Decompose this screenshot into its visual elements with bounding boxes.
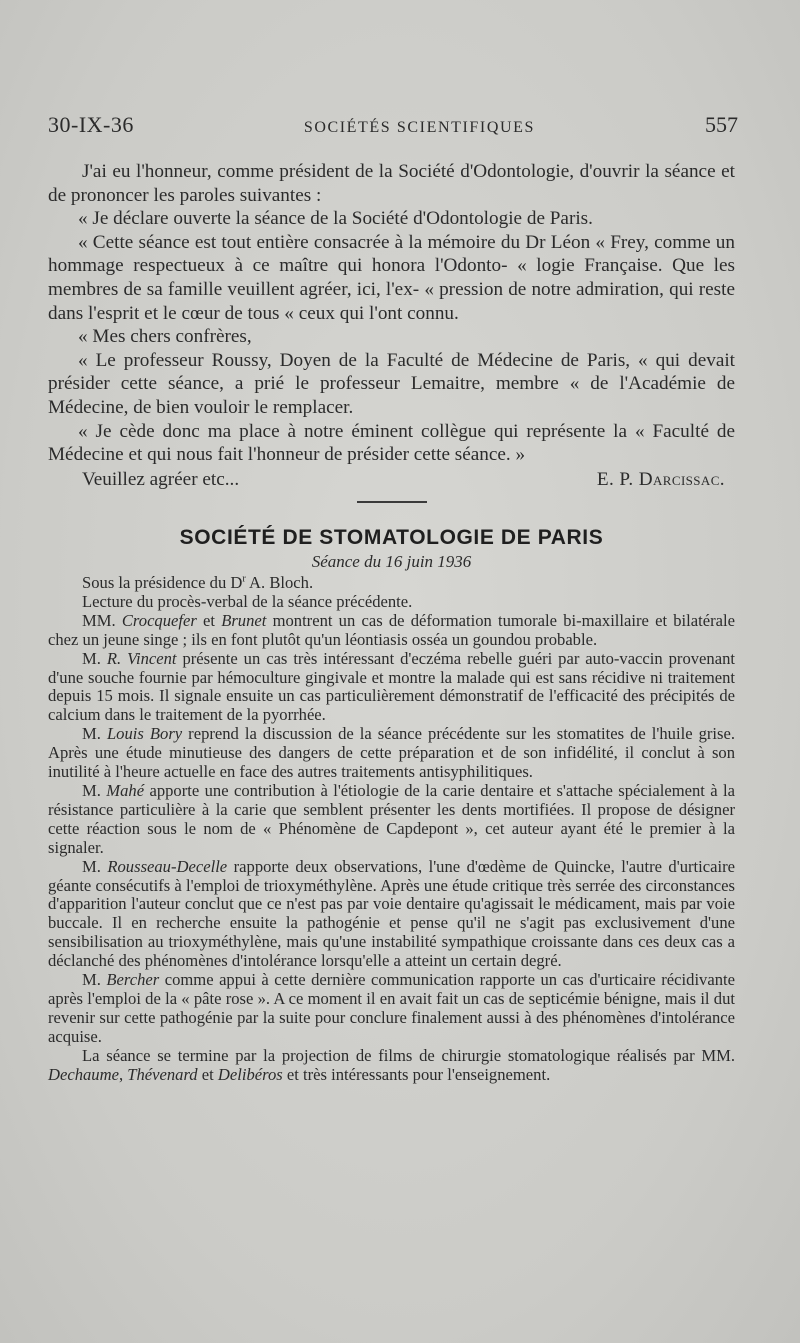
closing-text: Veuillez agréer etc...	[82, 468, 240, 490]
quote-paragraph-5: « Je cède donc ma place à notre éminent collègue qui représente la « Faculté de Médecine et qui nous fait l'honneur de présider cette séance. »	[48, 420, 735, 466]
stomatology-section	[48, 520, 735, 1084]
closing-line	[48, 468, 735, 492]
p7-text-b: ,	[118, 1064, 128, 1084]
p7-text-d: et très intéressants pour l'enseignement.	[282, 1064, 551, 1084]
quote-paragraph-2: « Cette séance est tout entière consacrée à la mémoire du Dr Léon « Frey, comme un hommage respectueux à ce maître qui honora l'Odonto- « logie Française. Que les membres de sa famille veuillent agréer, ici, l'ex- « pression de notre admiration, qui reste dans l'esprit et le cœur de tous « ceux qui l'ont connu.	[48, 231, 735, 324]
paragraph-mahe	[48, 782, 735, 858]
signature: E. P. Darcissac.	[596, 468, 725, 490]
presidence-text-a: Sous la présidence du D	[82, 573, 243, 592]
p1-text-a: MM.	[82, 610, 122, 630]
section-title: SOCIÉTÉ DE STOMATOLOGIE DE PARIS	[179, 526, 604, 549]
paragraph-bercher	[48, 971, 735, 1047]
p6-text-b: comme appui à cette dernière communication rapporte un cas d'urticaire récidivante après l'emploi de la « pâte rose ». A ce moment il en avait fait un cas de septicémie bénigne, mais il dut revenir sur cette pathogénie par la suite pour conclure finalement aussi à des phénomènes d'intolérance acquise.	[48, 970, 735, 1046]
p1-text-b: et	[196, 610, 222, 630]
p3-text-a: M.	[82, 724, 107, 744]
quote-line-3: « Mes chers confrères,	[78, 326, 252, 348]
paragraph-crocquefer	[48, 612, 735, 650]
paragraph-bory	[48, 725, 735, 782]
intro-paragraph: J'ai eu l'honneur, comme président de la Société d'Odontologie, d'ouvrir la séance et de prononcer les paroles suivantes :	[48, 161, 735, 206]
separator-rule	[357, 501, 427, 503]
p4-text-a: M.	[82, 780, 107, 800]
paragraph-vincent	[48, 650, 735, 726]
paragraph-closing	[48, 1047, 735, 1085]
author-rousseau-decelle: Rousseau-Decelle	[107, 856, 228, 876]
presidence-line	[48, 574, 735, 593]
author-brunet: Brunet	[221, 610, 267, 630]
quote-line-1: « Je déclare ouverte la séance de la Société d'Odontologie de Paris.	[78, 208, 593, 230]
running-header	[48, 112, 738, 144]
p5-text-b: rapporte deux observations, l'une d'œdème de Quincke, l'autre d'urticaire géante consécutifs à l'emploi de trioxyméthylène. Après une étude critique très serrée des circonstances d'apparition l'auteur conclut que ce n'est pas par voie dentaire qu'agissait le médicament, mais par voie buccale. Il en recherche ensuite la pathogénie et pense qu'il ne s'agit pas exclusivement d'une sensibilisation au trioxyméthylène, mais qu'une instabilité sympathique croissante dans ces deux cas a déclanché des phénomènes d'intolérance lorsqu'elle a atteint un certain degré.	[48, 856, 735, 971]
presidence-text-b: A. Bloch.	[245, 573, 314, 592]
p6-text-a: M.	[82, 970, 107, 990]
p5-text-a: M.	[82, 856, 108, 876]
p4-text-b: apporte une contribution à l'étiologie de la carie dentaire et s'attache spécialement à la résistance particulière à la carie que semblent présenter les dents mortifiées. Il propose de désigner cette réaction sous le nom de « Phénomène de Capdepont », cet auteur ayant été le premier à la signaler.	[48, 780, 735, 857]
page-number: 557	[705, 112, 738, 137]
p1-text-c: montrent un cas de déformation tumorale bi-maxillaire et bilatérale chez un jeune singe ; ils en font plutôt qu'un léontiasis osséa un goundou probable.	[48, 610, 735, 649]
header-date: 30-IX-36	[48, 112, 134, 137]
p3-text-b: reprend la discussion de la séance précédente sur les stomatites de l'huile grise. Après une étude minutieuse des dangers de cette préparation et de son infidélité, il conclut à son inutilité à l'heure actuelle en face des autres traitements antisyphilitiques.	[48, 724, 735, 782]
author-mahe: Mahé	[106, 780, 145, 800]
header-title: SOCIÉTÉS SCIENTIFIQUES	[303, 119, 536, 136]
p2-text-b: présente un cas très intéressant d'eczéma rebelle guéri par auto-vaccin provenant d'une souche fournie par hémoculture gingivale et montre la malade qui est sans récidive ni traitement depuis 15 mois. Il signale ensuite un cas particulièrement démonstratif de l'efficacité des précipités de calcium dans le traitement de la pyorrhée.	[48, 648, 735, 725]
author-vincent: R. Vincent	[106, 648, 177, 668]
presidence-sup: r	[242, 573, 246, 585]
intro-block	[48, 160, 735, 513]
p7-text-c: et	[197, 1064, 218, 1084]
author-dechaume: Dechaume	[48, 1064, 119, 1084]
author-bory: Louis Bory	[106, 724, 183, 744]
author-thevenard: Thévenard	[127, 1064, 198, 1084]
author-crocquefer: Crocquefer	[121, 610, 197, 630]
p2-text-a: M.	[82, 648, 107, 668]
session-date: Séance du 16 juin 1936	[311, 552, 472, 571]
p7-text-a: La séance se termine par la projection de films de chirurgie stomatologique réalisés par MM.	[82, 1045, 735, 1065]
lecture-line: Lecture du procès-verbal de la séance précédente.	[82, 591, 413, 611]
paragraph-rousseau-decelle	[48, 858, 735, 971]
author-bercher: Bercher	[106, 970, 160, 990]
author-deliberos: Delibéros	[217, 1064, 283, 1084]
quote-paragraph-4: « Le professeur Roussy, Doyen de la Faculté de Médecine de Paris, « qui devait présider cette séance, a prié le professeur Lemaitre, membre « de l'Académie de Médecine, de bien vouloir le remplacer.	[48, 349, 735, 418]
